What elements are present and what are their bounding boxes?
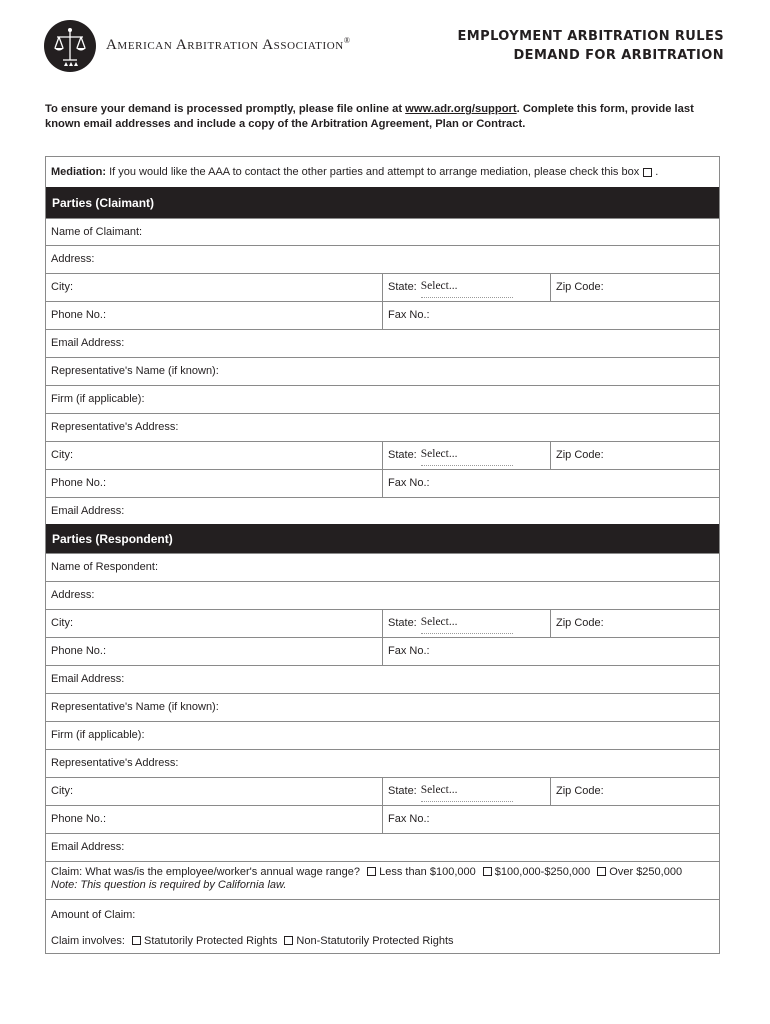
claimant-phone-row (46, 301, 719, 329)
respondent-rep-state-select[interactable]: State: Select... (383, 778, 551, 805)
claimant-rep-phone-field[interactable]: Phone No.: (46, 470, 383, 497)
section-claimant: Parties (Claimant) (46, 187, 719, 218)
claimant-firm-field[interactable]: Firm (if applicable): (46, 385, 719, 413)
respondent-phone-row (46, 637, 719, 665)
claimant-rep-state-select[interactable]: State: Select... (383, 442, 551, 469)
respondent-city-row (46, 609, 719, 637)
claimant-rep-fax-field[interactable]: Fax No.: (388, 477, 430, 489)
california-note: Note: This question is required by California law. (51, 879, 287, 891)
claimant-rep-city-field[interactable]: City: (46, 442, 383, 469)
mediation-checkbox[interactable] (643, 168, 652, 177)
scales-of-justice-icon (44, 20, 96, 72)
claim-involves-label: Claim involves: (51, 935, 125, 947)
claimant-phone-field[interactable]: Phone No.: (46, 302, 383, 329)
document-title (458, 27, 724, 65)
support-link[interactable]: www.adr.org/support (405, 103, 517, 115)
wage-over-250k-checkbox[interactable] (597, 867, 606, 876)
mediation-label: Mediation: (51, 165, 106, 178)
claim-amount-row: Amount of Claim: Claim involves: Statutorily Protected Rights Non-Statutorily Protected Rights (46, 899, 719, 953)
claimant-city-field[interactable]: City: (46, 274, 383, 301)
amount-of-claim-field[interactable]: Amount of Claim: (51, 909, 136, 921)
respondent-fax-field[interactable]: Fax No.: (388, 645, 430, 657)
respondent-state-select[interactable]: State: Select... (383, 610, 551, 637)
claimant-fax-field[interactable]: Fax No.: (388, 309, 430, 321)
claimant-rep-email-field[interactable]: Email Address: (46, 497, 719, 524)
respondent-rep-phone-row (46, 805, 719, 833)
claimant-state-select[interactable]: State: Select... (383, 274, 551, 301)
org-name: American Arbitration Association® (106, 36, 351, 53)
header (0, 0, 770, 90)
claimant-rep-name-field[interactable]: Representative's Name (if known): (46, 357, 719, 385)
claim-wage-question: Claim: What was/is the employee/worker's annual wage range? (51, 866, 361, 878)
respondent-name-field[interactable]: Name of Respondent: (46, 553, 719, 581)
title-line-1: EMPLOYMENT ARBITRATION RULES (457, 29, 724, 44)
mediation-text: If you would like the AAA to contact the other parties and attempt to arrange mediation, please check this box (109, 165, 640, 178)
claimant-email-field[interactable]: Email Address: (46, 329, 719, 357)
respondent-rep-city-row (46, 777, 719, 805)
claimant-rep-city-row (46, 441, 719, 469)
respondent-firm-field[interactable]: Firm (if applicable): (46, 721, 719, 749)
claimant-name-field[interactable]: Name of Claimant: (46, 218, 719, 245)
claimant-rep-address-field[interactable]: Representative's Address: (46, 413, 719, 441)
intro-instructions: To ensure your demand is processed promptly, please file online at www.adr.org/support. Complete this form, provide last known email addresses and include a copy of the Arbitration Agreement, Plan or Contract. (45, 103, 694, 130)
respondent-rep-name-field[interactable]: Representative's Name (if known): (46, 693, 719, 721)
respondent-address-field[interactable]: Address: (46, 581, 719, 609)
wage-100k-250k-checkbox[interactable] (483, 867, 492, 876)
claimant-rep-phone-row (46, 469, 719, 497)
respondent-email-field[interactable]: Email Address: (46, 665, 719, 693)
respondent-rep-address-field[interactable]: Representative's Address: (46, 749, 719, 777)
respondent-rep-city-field[interactable]: City: (46, 778, 383, 805)
respondent-rep-zip-field[interactable]: Zip Code: (556, 785, 604, 797)
non-statutory-rights-checkbox[interactable] (284, 936, 293, 945)
wage-under-100k-checkbox[interactable] (367, 867, 376, 876)
mediation-row: Mediation: If you would like the AAA to contact the other parties and attempt to arrange mediation, please check this box . (51, 165, 659, 178)
section-respondent: Parties (Respondent) (46, 524, 719, 553)
claimant-city-row (46, 273, 719, 301)
claimant-address-field[interactable]: Address: (46, 245, 719, 273)
demand-form (45, 156, 720, 954)
respondent-rep-email-field[interactable]: Email Address: (46, 833, 719, 861)
claimant-rep-zip-field[interactable]: Zip Code: (556, 449, 604, 461)
statutory-rights-checkbox[interactable] (132, 936, 141, 945)
respondent-phone-field[interactable]: Phone No.: (46, 638, 383, 665)
respondent-zip-field[interactable]: Zip Code: (556, 617, 604, 629)
respondent-rep-fax-field[interactable]: Fax No.: (388, 813, 430, 825)
respondent-city-field[interactable]: City: (46, 610, 383, 637)
respondent-rep-phone-field[interactable]: Phone No.: (46, 806, 383, 833)
claim-wage-row: Claim: What was/is the employee/worker's annual wage range? Less than $100,000 $100,000-$250,000 Over $250,000 Note: This question is required by California law. (46, 861, 719, 899)
claimant-zip-field[interactable]: Zip Code: (556, 281, 604, 293)
title-line-2: DEMAND FOR ARBITRATION (513, 48, 724, 63)
